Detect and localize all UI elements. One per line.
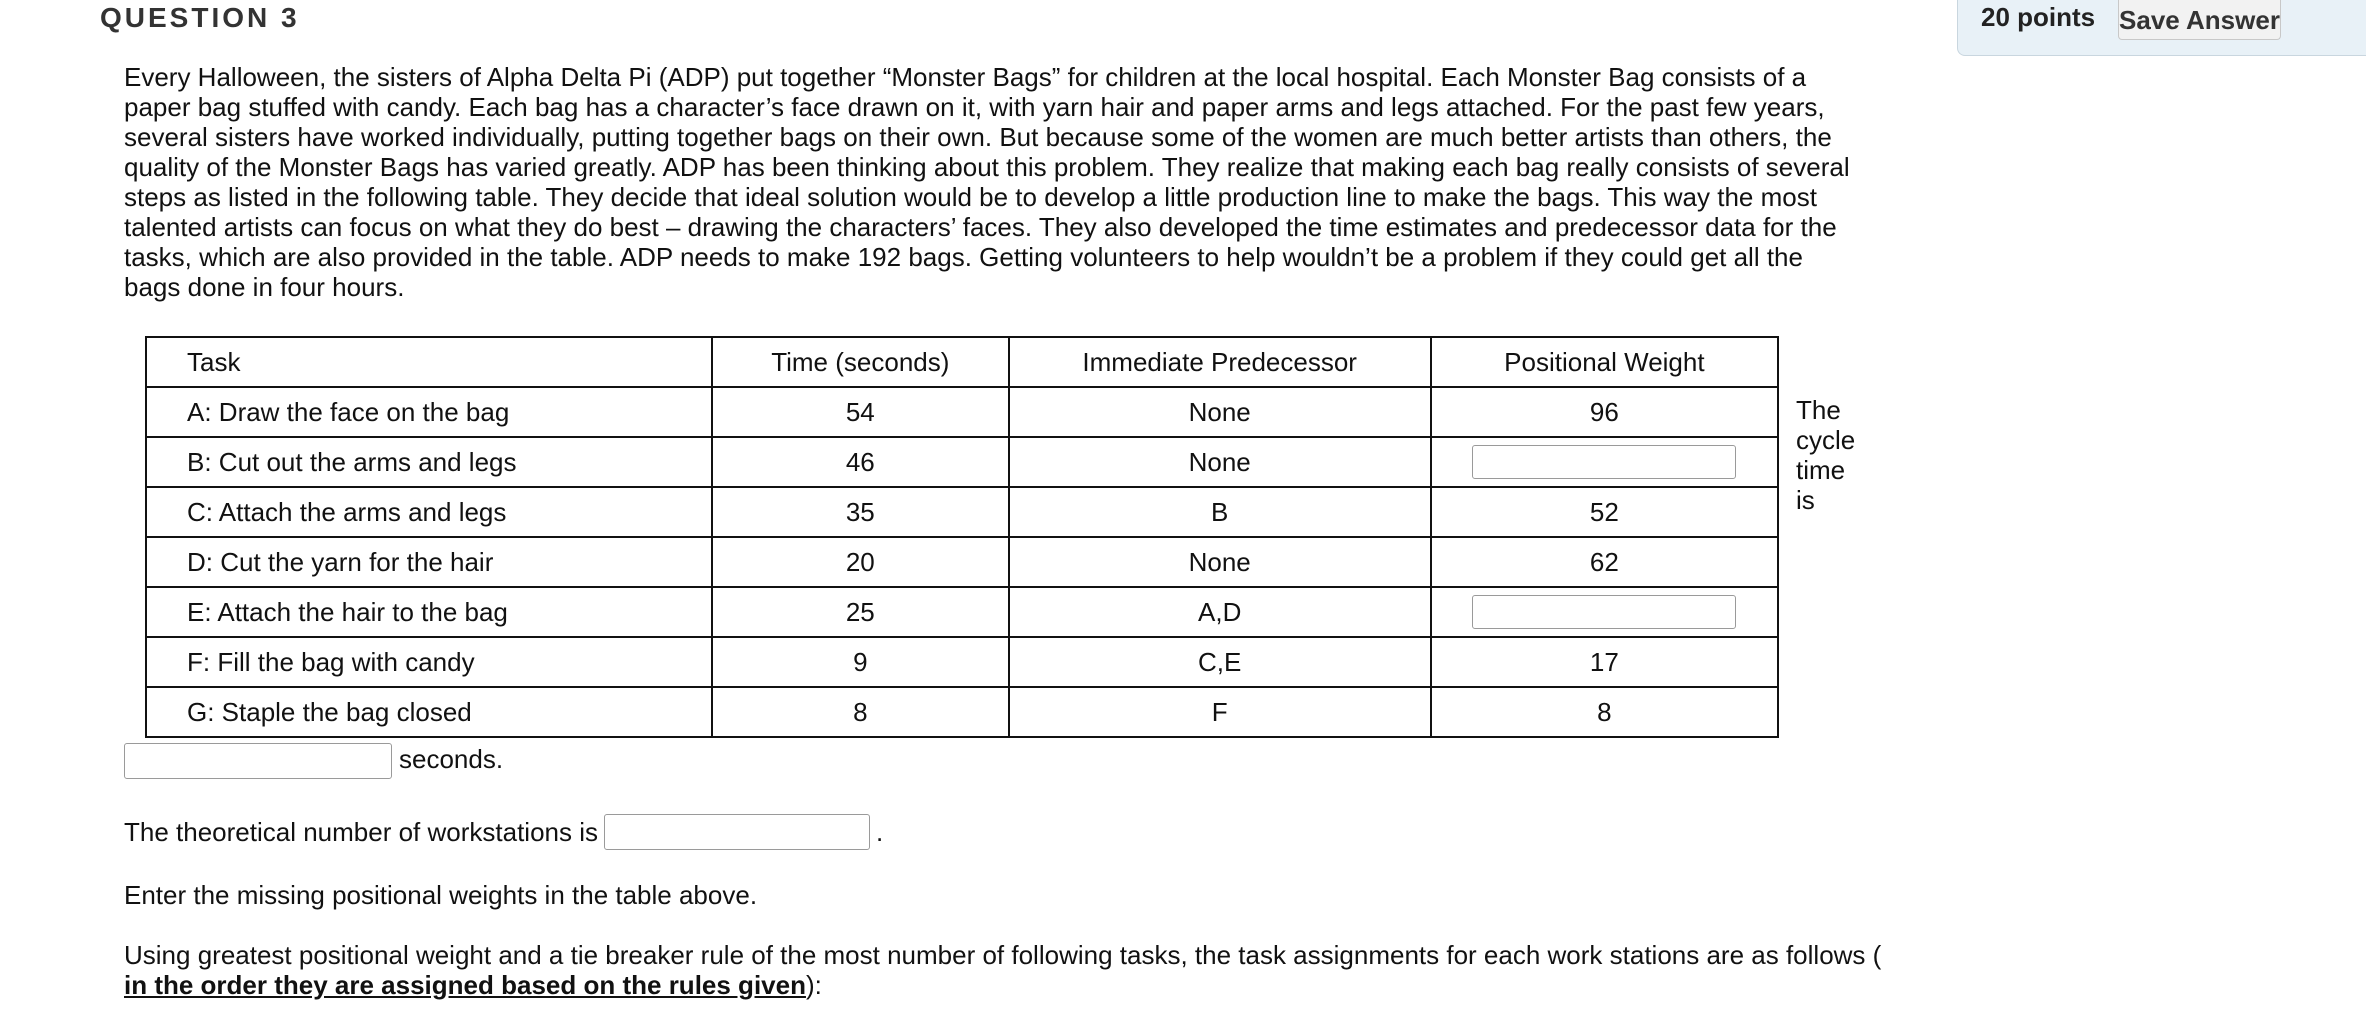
assignment-instruction — [124, 940, 1884, 1000]
missing-weights-instruction: Enter the missing positional weights in the table above. — [124, 880, 758, 910]
save-answer-button[interactable]: Save Answer — [2118, 0, 2281, 40]
task-time: 8 — [712, 687, 1009, 737]
assignment-suffix: ): — [805, 970, 822, 1000]
workstations-label: The theoretical number of workstations is — [124, 817, 598, 847]
task-time: 20 — [712, 537, 1009, 587]
task-name: D: Cut the yarn for the hair — [146, 537, 712, 587]
task-predecessor: A,D — [1009, 587, 1431, 637]
task-name: G: Staple the bag closed — [146, 687, 712, 737]
header-time: Time (seconds) — [712, 337, 1009, 387]
table-row — [146, 587, 1778, 637]
task-weight: 52 — [1431, 487, 1778, 537]
task-table — [145, 336, 1779, 738]
workstations-suffix: . — [876, 817, 884, 847]
task-weight: 62 — [1431, 537, 1778, 587]
task-predecessor: None — [1009, 437, 1431, 487]
task-predecessor: F — [1009, 687, 1431, 737]
header-task: Task — [146, 337, 712, 387]
cycle-time-label: The cycle time is — [1796, 395, 1856, 515]
task-weight: 96 — [1431, 387, 1778, 437]
table-header-row — [146, 337, 1778, 387]
task-name: A: Draw the face on the bag — [146, 387, 712, 437]
task-weight-cell — [1431, 437, 1778, 487]
task-name: F: Fill the bag with candy — [146, 637, 712, 687]
task-name: E: Attach the hair to the bag — [146, 587, 712, 637]
table-row — [146, 387, 1778, 437]
assignment-prefix: Using greatest positional weight and a tie breaker rule of the most number of following tasks, the task assignments for each work stations are as follows ( — [124, 940, 1882, 970]
question-text: Every Halloween, the sisters of Alpha Delta Pi (ADP) put together “Monster Bags” for children at the local hospital. Each Monster Bag consists of a paper bag stuffed with candy. Each bag has a character’s face drawn on it, with yarn hair and paper arms and legs attached. For the past few years, several sisters have worked individually, putting together bags on their own. But because some of the women are much better artists than others, the quality of the Monster Bags has varied greatly. ADP has been thinking about this problem. They realize that making each bag really consists of several steps as listed in the following table. They decide that ideal solution would be to develop a little production line to make the bags. This way the most talented artists can focus on what they do best – drawing the characters’ faces. They also developed the time estimates and predecessor data for the tasks, which are also provided in the table. ADP needs to make 192 bags. Getting volunteers to help wouldn’t be a problem if they could get all the bags done in four hours. — [124, 62, 1850, 302]
question-title: QUESTION 3 — [100, 2, 300, 33]
table-row — [146, 437, 1778, 487]
task-weight: 17 — [1431, 637, 1778, 687]
header-predecessor: Immediate Predecessor — [1009, 337, 1431, 387]
task-name: C: Attach the arms and legs — [146, 487, 712, 537]
assignment-emphasis: in the order they are assigned based on the rules given — [124, 970, 806, 1000]
table-row — [146, 687, 1778, 737]
table-row — [146, 487, 1778, 537]
points-label: 20 points — [1981, 2, 2096, 32]
weight-b-input[interactable] — [1472, 445, 1736, 479]
table-row — [146, 537, 1778, 587]
task-predecessor: C,E — [1009, 637, 1431, 687]
task-predecessor: None — [1009, 387, 1431, 437]
table-row — [146, 637, 1778, 687]
task-time: 25 — [712, 587, 1009, 637]
weight-e-input[interactable] — [1472, 595, 1736, 629]
task-weight-cell — [1431, 587, 1778, 637]
workstations-line — [124, 814, 883, 850]
header-positional-weight: Positional Weight — [1431, 337, 1778, 387]
task-time: 35 — [712, 487, 1009, 537]
task-predecessor: None — [1009, 537, 1431, 587]
workstations-input[interactable] — [604, 814, 870, 850]
task-time: 54 — [712, 387, 1009, 437]
cycle-time-unit: seconds. — [399, 744, 504, 774]
task-time: 46 — [712, 437, 1009, 487]
task-time: 9 — [712, 637, 1009, 687]
task-weight: 8 — [1431, 687, 1778, 737]
task-name: B: Cut out the arms and legs — [146, 437, 712, 487]
task-predecessor: B — [1009, 487, 1431, 537]
cycle-time-input[interactable] — [124, 743, 392, 779]
